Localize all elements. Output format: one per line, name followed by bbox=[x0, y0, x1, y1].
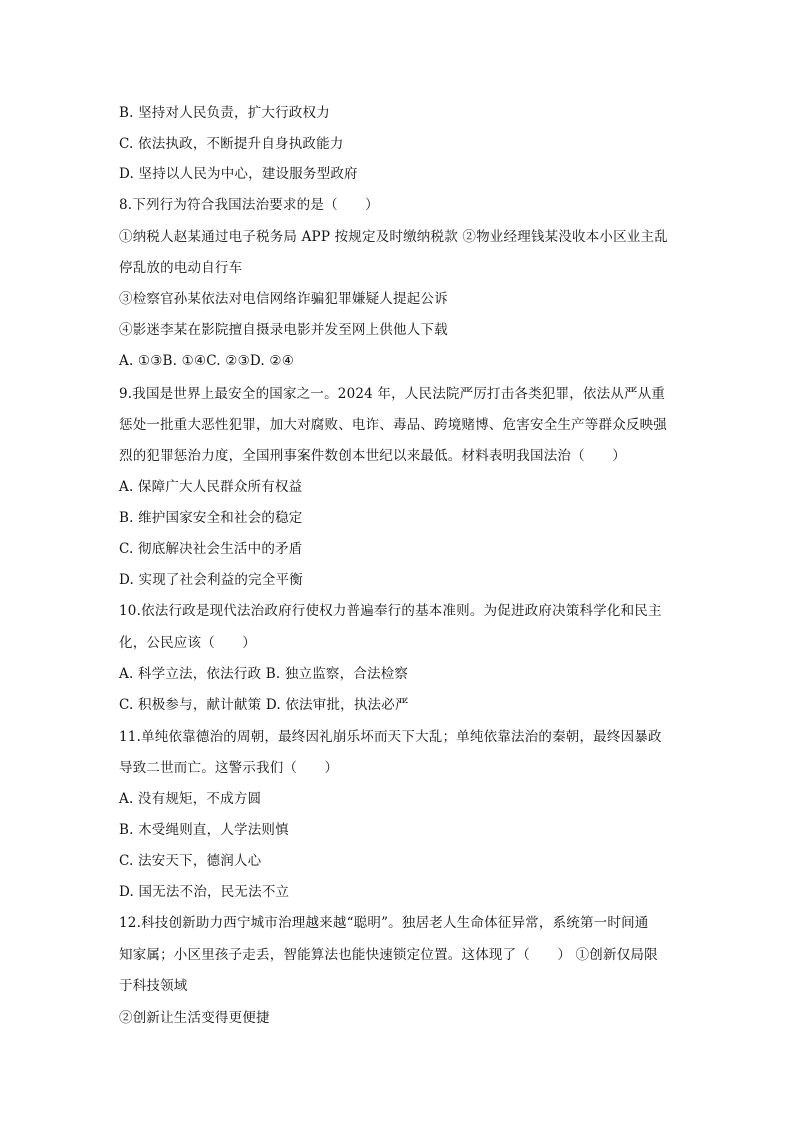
question-9-stem: 烈的犯罪惩治力度，全国刑事案件数创本世纪以来最低。材料表明我国法治（ ） bbox=[119, 448, 626, 464]
option-line: D. 实现了社会利益的完全平衡 bbox=[119, 572, 303, 588]
option-line: A. 没有规矩，不成方圆 bbox=[119, 791, 262, 807]
option-line: D. 国无法不治，民无法不立 bbox=[119, 884, 290, 900]
question-12-stem: 于科技领域 bbox=[119, 978, 188, 994]
question-12-stem: 知家属；小区里孩子走丢，智能算法也能快速锁定位置。这体现了（ ） ①创新仅局限 bbox=[119, 947, 658, 963]
question-8-item: ①纳税人赵某通过电子税务局 APP 按规定及时缴纳税款 ②物业经理钱某没收本小区业主乱 bbox=[119, 229, 668, 245]
option-line: B. 维护国家安全和社会的稳定 bbox=[119, 510, 303, 526]
question-12-item: ②创新让生活变得更便捷 bbox=[119, 1010, 270, 1026]
option-line: D. 坚持以人民为中心，建设服务型政府 bbox=[119, 166, 358, 182]
question-9-stem: 9.我国是世界上最安全的国家之一。2024 年，人民法院严厉打击各类犯罪，依法从严从重 bbox=[119, 386, 666, 402]
question-10-stem: 10.依法行政是现代法治政府行使权力普遍奉行的基本准则。为促进政府决策科学化和民主 bbox=[119, 603, 662, 619]
question-9-stem: 惩处一批重大恶性犯罪，加大对腐败、电诈、毒品、跨境赌博、危害安全生产等群众反映强 bbox=[119, 417, 667, 433]
question-8-item: ④影迷李某在影院擅自摄录电影并发至网上供他人下载 bbox=[119, 322, 448, 338]
option-line: C. 彻底解决社会生活中的矛盾 bbox=[119, 541, 303, 557]
question-12-stem: 12.科技创新助力西宁城市治理越来越“聪明”。独居老人生命体征异常，系统第一时间通 bbox=[119, 915, 649, 931]
option-line: B. 木受绳则直，人学法则慎 bbox=[119, 822, 289, 838]
question-11-stem: 导致二世而亡。这警示我们（ ） bbox=[119, 760, 339, 776]
question-10-options: A. 科学立法，依法行政 B. 独立监察，合法检察 bbox=[119, 666, 409, 682]
question-8-item: 停乱放的电动自行车 bbox=[119, 260, 243, 276]
option-line: C. 法安天下，德润人心 bbox=[119, 853, 262, 869]
question-10-options: C. 积极参与，献计献策 D. 依法审批，执法必严 bbox=[119, 697, 409, 713]
question-8-stem: 8.下列行为符合我国法治要求的是（ ） bbox=[119, 197, 379, 213]
option-line: C. 依法执政，不断提升自身执政能力 bbox=[119, 136, 344, 152]
question-10-stem: 化，公民应该（ ） bbox=[119, 635, 256, 651]
option-line: B. 坚持对人民负责，扩大行政权力 bbox=[119, 105, 330, 121]
question-8-item: ③检察官孙某依法对电信网络诈骗犯罪嫌疑人提起公诉 bbox=[119, 291, 448, 307]
question-8-options: A. ①③B. ①④C. ②③D. ②④ bbox=[119, 353, 295, 369]
question-11-stem: 11.单纯依靠德治的周朝，最终因礼崩乐坏而天下大乱；单纯依靠法治的秦朝，最终因暴政 bbox=[119, 729, 662, 745]
option-line: A. 保障广大人民群众所有权益 bbox=[119, 479, 303, 495]
